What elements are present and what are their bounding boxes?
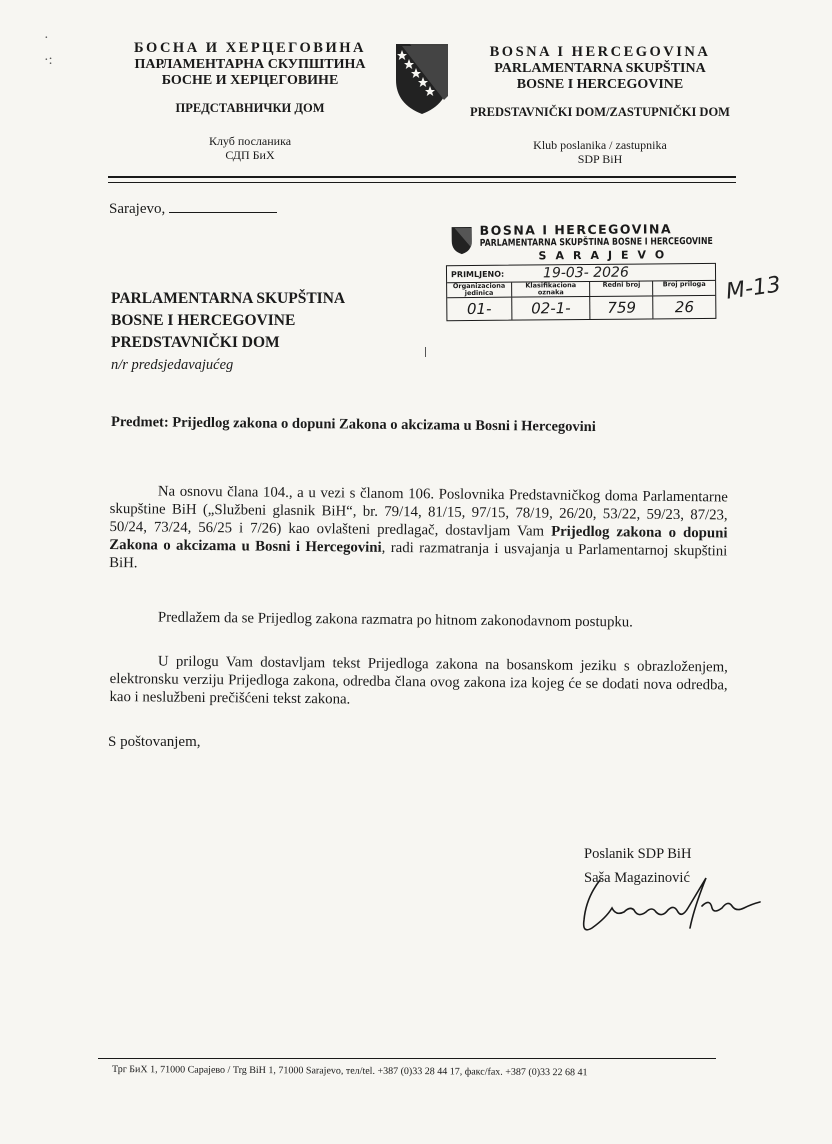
recipient-block bbox=[111, 288, 345, 376]
header-club-lat: Klub poslanika / zastupnika bbox=[533, 138, 667, 152]
body-paragraph-2: Predlažem da se Prijedlog zakona razmatra po hitnom zakonodavnom postupku. bbox=[157, 609, 633, 631]
signatory-name: Saša Magazinović bbox=[584, 870, 690, 886]
stamp-col-class: Klasifikaciona oznaka bbox=[512, 282, 591, 297]
subject-line: Predmet: Prijedlog zakona o dopuni Zakona o akcizama u Bosni i Hercegovini bbox=[110, 414, 596, 436]
header-divider bbox=[108, 176, 736, 178]
header-house-lat: PREDSTAVNIČKI DOM/ZASTUPNIČKI DOM bbox=[470, 105, 730, 119]
recipient-attn: n/r predsjedavajućeg bbox=[111, 357, 234, 373]
stamp-col-attachments: Broj priloga bbox=[662, 279, 706, 289]
stamp-val-number: 759 bbox=[591, 296, 654, 319]
stamp-crest-icon bbox=[450, 225, 474, 255]
date-blank-line bbox=[169, 200, 277, 213]
stamp-received-date: 19-03- 2026 bbox=[542, 264, 629, 282]
handwritten-margin-note: M-13 bbox=[724, 272, 783, 305]
body-paragraph-1 bbox=[109, 482, 728, 578]
header-parliament2-lat: BOSNE I HERCEGOVINE bbox=[516, 77, 684, 92]
footer-address: Трг БиХ 1, 71000 Сарајево / Trg BiH 1, 71000 Sarajevo, тел/tel. +387 (0)33 28 44 17, факс/fax. +387 (0)33 22 68 41 bbox=[111, 1064, 588, 1079]
body-p1-end: , radi razmatranja i usvajanja u Parlamentarnoj skupštini BiH. bbox=[109, 539, 728, 572]
recipient-line2: BOSNE I HERCEGOVINE bbox=[111, 312, 296, 329]
body-p1-intro: Na osnovu člana 104., a u vezi s članom 106. Poslovnika Predstavničkog doma Parlamentarne skupštine BiH („Službeni glasnik BiH“, br. 79/14, 81/15, 97/15, 78/19, 26/20, 53/22, 59/23, 87/23, 50/24, 73/24, 56/25 i 7/26) kao ovlašteni predlagač, dostavljam Vam bbox=[109, 483, 728, 540]
header-country-lat: BOSNA I HERCEGOVINA bbox=[489, 44, 711, 60]
recipient-line3: PREDSTAVNIČKI DOM bbox=[111, 334, 280, 351]
stamp-title: BOSNA I HERCEGOVINA bbox=[479, 221, 673, 238]
header-cyrillic bbox=[100, 40, 400, 162]
stamp-received-label: PRIMLJENO: bbox=[450, 269, 505, 279]
stamp-subtitle: PARLAMENTARNA SKUPŠTINA BOSNE I HERCEGOVINE bbox=[479, 235, 713, 249]
stamp-table bbox=[446, 263, 716, 321]
header-parliament-cyr: ПАРЛАМЕНТАРНА СКУПШТИНА bbox=[134, 57, 366, 72]
stamp-val-unit: 01- bbox=[447, 298, 512, 321]
place-date bbox=[109, 200, 277, 218]
footer-divider bbox=[98, 1058, 716, 1059]
stamp-city: SARAJEVO bbox=[538, 248, 674, 263]
header-club2-lat: SDP BiH bbox=[577, 152, 623, 166]
stamp-col-number: Redni broj bbox=[591, 281, 654, 296]
closing: S poštovanjem, bbox=[108, 734, 201, 750]
header-country-cyr: БОСНА И ХЕРЦЕГОВИНА bbox=[134, 40, 366, 56]
stamp-values-row bbox=[447, 296, 715, 320]
recipient-line1: PARLAMENTARNA SKUPŠTINA bbox=[111, 290, 346, 307]
registry-stamp bbox=[450, 221, 723, 321]
header-house-cyr: ПРЕДСТАВНИЧКИ ДОМ bbox=[175, 101, 325, 115]
header-club-cyr: Клуб посланика bbox=[208, 134, 292, 148]
stamp-col-unit: Organizaciona jedinica bbox=[447, 283, 512, 298]
header-club2-cyr: СДП БиХ bbox=[225, 148, 275, 162]
scan-marks: · ·: bbox=[44, 31, 53, 68]
signatory-title: Poslanik SDP BiH bbox=[584, 846, 692, 862]
header-latin bbox=[440, 44, 760, 166]
stamp-val-class: 02-1- bbox=[512, 297, 591, 320]
scan-tick bbox=[425, 347, 426, 357]
stamp-val-attachments: 26 bbox=[674, 298, 695, 317]
header-parliament2-cyr: БОСНЕ И ХЕРЦЕГОВИНЕ bbox=[161, 73, 339, 88]
body-paragraph-3: U prilogu Vam dostavljam tekst Prijedloga zakona na bosanskom jeziku s obrazloženjem, elektronsku verziju Prijedloga zakona, odredba člana ovog zakona iza kojeg će se dodati nova odredba, kao i neslužbeni prečišćeni tekst zakona. bbox=[109, 653, 728, 708]
header-divider-thin bbox=[108, 182, 736, 183]
header-parliament-lat: PARLAMENTARNA SKUPŠTINA bbox=[494, 61, 706, 76]
place-label: Sarajevo, bbox=[109, 201, 166, 217]
body-p1-title: Prijedlog zakona o dopuni Zakona o akcizama u Bosni i Hercegovini bbox=[109, 523, 728, 556]
handwritten-signature bbox=[572, 868, 772, 938]
